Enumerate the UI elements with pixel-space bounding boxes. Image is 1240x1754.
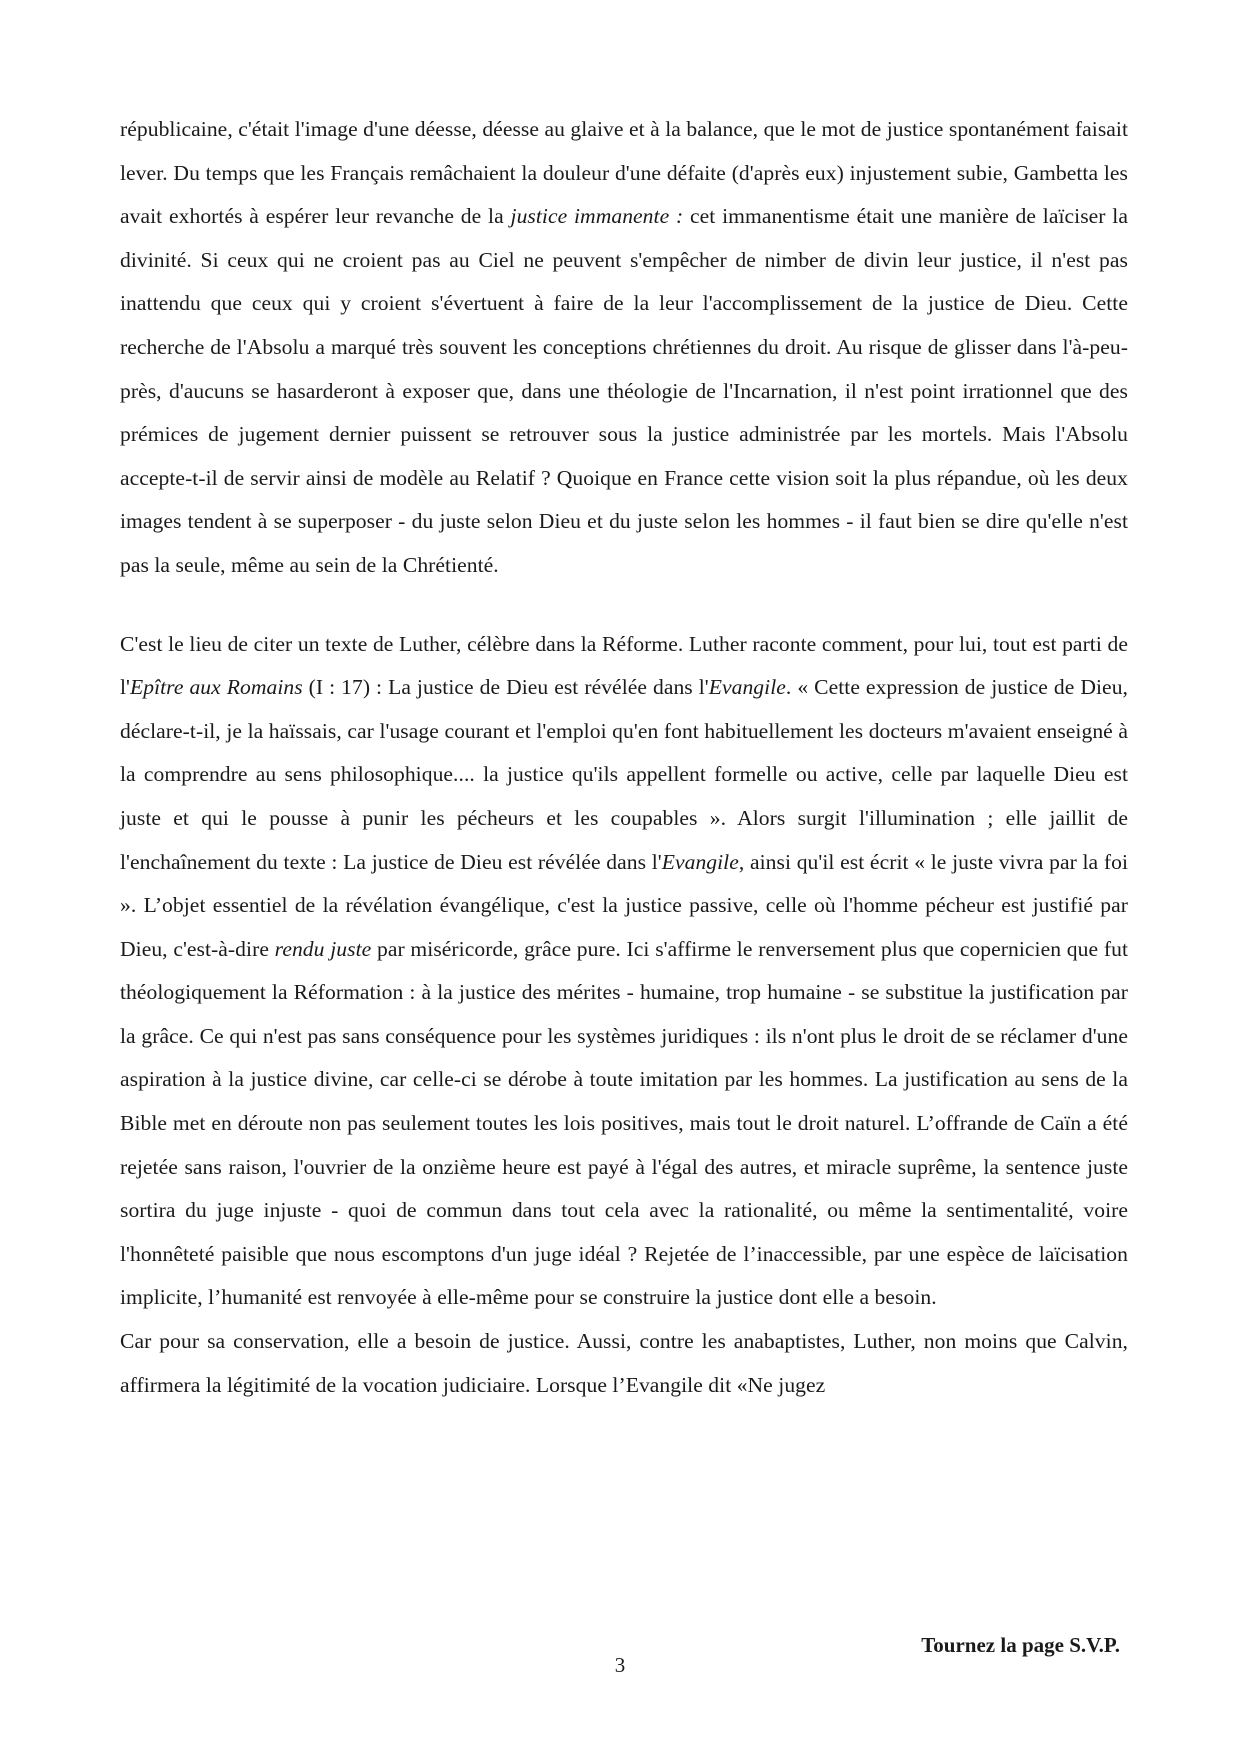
- paragraph-1: [120, 108, 1128, 588]
- text-segment: , ainsi qu'il est écrit « le juste vivra par la foi ». L’objet essentiel de la révélation évangélique, c'est la justice passive, celle où l'homme pécheur est justifié par Dieu, c'est-à-dire: [120, 849, 1128, 961]
- text-segment-italic: Evangile: [708, 675, 786, 700]
- text-segment-italic: Epître aux Romains: [130, 675, 303, 700]
- turn-page-note: Tournez la page S.V.P.: [921, 1633, 1120, 1657]
- text-segment-italic: justice immanente :: [510, 204, 684, 229]
- text-segment-italic: Evangile: [661, 849, 739, 874]
- paragraph-3: [120, 1320, 1128, 1407]
- text-segment: républicaine, c'était l'image d'une déesse, déesse au glaive et à la balance, que le mot de justice spontanément faisait lever. Du temps que les Français remâchaient la douleur d'une défaite (d'après eux) injustement subie, Gambetta les avait exhortés à espérer leur revanche de la: [120, 117, 1128, 229]
- text-segment: (I : 17) : La justice de Dieu est révélée dans l': [302, 675, 709, 700]
- page-number: 3: [614, 1653, 626, 1677]
- text-segment-italic: rendu juste: [274, 936, 372, 961]
- document-body: [120, 108, 1128, 1407]
- text-segment: cet immanentisme était une manière de laïciser la divinité. Si ceux qui ne croient pas au Ciel ne peuvent s'empêcher de nimber de divin leur justice, il n'est pas inattendu que ceux qui y croient s'évertuent à faire de la leur l'accomplissement de la justice de Dieu. Cette recherche de l'Absolu a marqué très souvent les conceptions chrétiennes du droit. Au risque de glisser dans l'à-peu-près, d'aucuns se hasarderont à exposer que, dans une théologie de l'Incarnation, il n'est point irrationnel que des prémices de jugement dernier puissent se retrouver sous la justice administrée par les mortels. Mais l'Absolu accepte-t-il de servir ainsi de modèle au Relatif ? Quoique en France cette vision soit la plus répandue, où les deux images tendent à se superposer - du juste selon Dieu et du juste selon les hommes - il faut bien se dire qu'elle n'est pas la seule, même au sein de la Chrétienté.: [120, 204, 1128, 577]
- text-segment: Car pour sa conservation, elle a besoin de justice. Aussi, contre les anabaptistes, Luther, non moins que Calvin, affirmera la légitimité de la vocation judiciaire. Lorsque l’Evangile dit «Ne jugez: [120, 1329, 1128, 1397]
- paragraph-spacer: [120, 588, 1128, 623]
- text-segment: . « Cette expression de justice de Dieu, déclare-t-il, je la haïssais, car l'usage courant et l'emploi qu'en font habituellement les docteurs m'avaient enseigné à la comprendre au sens philosophique.... la justice qu'ils appellent formelle ou active, celle par laquelle Dieu est juste et qui le pousse à punir les pécheurs et les coupables ». Alors surgit l'illumination ; elle jaillit de l'enchaînement du texte : La justice de Dieu est révélée dans l': [120, 675, 1128, 874]
- text-segment: par miséricorde, grâce pure. Ici s'affirme le renversement plus que copernicien que fut théologiquement la Réformation : à la justice des mérites - humaine, trop humaine - se substitue la justification par la grâce. Ce qui n'est pas sans conséquence pour les systèmes juridiques : ils n'ont plus le droit de se réclamer d'une aspiration à la justice divine, car celle-ci se dérobe à toute imitation par les hommes. La justification au sens de la Bible met en déroute non pas seulement toutes les lois positives, mais tout le droit naturel. L’offrande de Caïn a été rejetée sans raison, l'ouvrier de la onzième heure est payé à l'égal des autres, et miracle suprême, la sentence juste sortira du juge injuste - quoi de commun dans tout cela avec la rationalité, ou même la sentimentalité, voire l'honnêteté paisible que nous escomptons d'un juge idéal ? Rejetée de l’inaccessible, par une espèce de laïcisation implicite, l’humanité est renvoyée à elle-même pour se construire la justice dont elle a besoin.: [120, 936, 1128, 1310]
- text-segment: C'est le lieu de citer un texte de Luther, célèbre dans la Réforme. Luther raconte comment, pour lui, tout est parti de l': [120, 631, 1128, 700]
- paragraph-2: [120, 623, 1128, 1321]
